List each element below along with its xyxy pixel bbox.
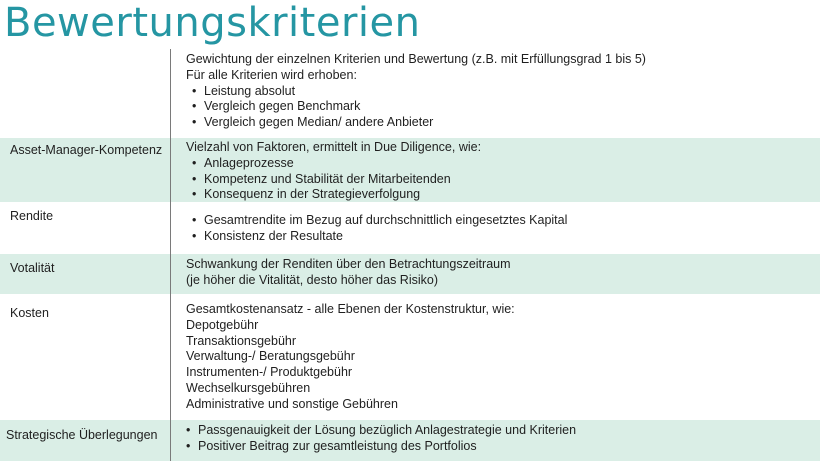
content-line: Verwaltung-/ Beratungsgebühr xyxy=(186,349,355,364)
intro-line: Gewichtung der einzelnen Kriterien und Bewertung (z.B. mit Erfüllungsgrad 1 bis 5) xyxy=(186,52,646,66)
content-bullet: • Kompetenz und Stabilität der Mitarbeitenden xyxy=(186,172,481,188)
content-line: Gesamtkostenansatz - alle Ebenen der Kostenstruktur, wie: xyxy=(186,302,515,316)
criterion-content-strategic xyxy=(180,423,576,455)
content-bullet: • Positiver Beitrag zur gesamtleistung des Portfolios xyxy=(180,439,576,455)
column-divider xyxy=(170,49,171,461)
criterion-label-kosten: Kosten xyxy=(10,306,49,320)
content-bullet: • Anlageprozesse xyxy=(186,156,481,172)
content-bullet: • Konsequenz in der Strategieverfolgung xyxy=(186,187,481,203)
intro-line: Für alle Kriterien wird erhoben: xyxy=(186,67,357,82)
intro-bullet: • Vergleich gegen Benchmark xyxy=(186,99,646,115)
content-bullet: • Gesamtrendite im Bezug auf durchschnittlich eingesetztes Kapital xyxy=(186,213,567,229)
page-title: Bewertungskriterien xyxy=(4,0,421,46)
criterion-content-asset-manager xyxy=(186,140,481,203)
content-line: Transaktionsgebühr xyxy=(186,333,297,348)
content-line: Administrative und sonstige Gebühren xyxy=(186,396,398,411)
intro-block xyxy=(186,52,646,131)
content-line: Wechselkursgebühren xyxy=(186,380,311,395)
intro-bullet: • Vergleich gegen Median/ andere Anbieter xyxy=(186,115,646,131)
criterion-label-asset-manager: Asset-Manager-Kompetenz xyxy=(10,143,163,157)
criterion-content-rendite xyxy=(186,213,567,245)
content-bullet: • Passgenauigkeit der Lösung bezüglich Anlagestrategie und Kriterien xyxy=(180,423,576,439)
criterion-label-strategic: Strategische Überlegungen xyxy=(6,428,158,442)
content-bullet: • Konsistenz der Resultate xyxy=(186,229,567,245)
criterion-label-volatility: Votalität xyxy=(10,261,55,275)
criterion-content-kosten xyxy=(186,302,515,413)
criterion-content-volatility xyxy=(186,257,511,289)
criterion-label-rendite: Rendite xyxy=(10,209,54,223)
content-line: Schwankung der Renditen über den Betrachtungszeitraum xyxy=(186,257,511,271)
intro-bullet: • Leistung absolut xyxy=(186,84,646,100)
content-line: Instrumenten-/ Produktgebühr xyxy=(186,365,353,380)
content-line: Vielzahl von Faktoren, ermittelt in Due Diligence, wie: xyxy=(186,140,482,154)
content-line: (je höher die Vitalität, desto höher das Risiko) xyxy=(186,272,438,287)
content-line: Depotgebühr xyxy=(186,317,259,332)
